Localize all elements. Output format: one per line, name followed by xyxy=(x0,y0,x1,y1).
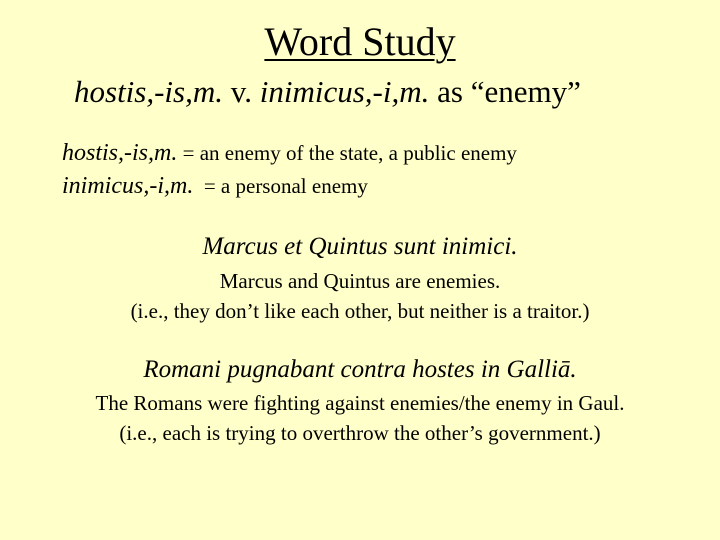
subtitle-word-inimicus: inimicus,-i,m. xyxy=(259,74,430,109)
example-2-translation: The Romans were fighting against enemies/the enemy in Gaul. xyxy=(95,391,625,415)
definition-term: inimicus,-i,m. xyxy=(62,173,194,199)
definition-term: hostis,-is,m. xyxy=(62,140,178,166)
subtitle-word-hostis: hostis,-is,m. xyxy=(74,74,223,109)
subtitle xyxy=(74,72,581,112)
definition-meaning: = an enemy of the state, a public enemy xyxy=(177,141,517,165)
example-1-note: (i.e., they don’t like each other, but neither is a traitor.) xyxy=(130,299,590,323)
subtitle-rest: as “enemy” xyxy=(429,74,581,109)
example-1-latin: Marcus et Quintus sunt inimici. xyxy=(202,233,518,260)
definition-hostis xyxy=(62,138,517,168)
example-2-latin: Romani pugnabant contra hostes in Galliā. xyxy=(143,356,577,383)
definition-meaning: = a personal enemy xyxy=(193,174,368,198)
example-2-note: (i.e., each is trying to overthrow the other’s government.) xyxy=(119,421,601,445)
subtitle-versus: v. xyxy=(223,74,260,109)
example-1-translation: Marcus and Quintus are enemies. xyxy=(219,269,501,293)
page-title: Word Study xyxy=(264,19,456,64)
definition-inimicus xyxy=(62,171,368,201)
